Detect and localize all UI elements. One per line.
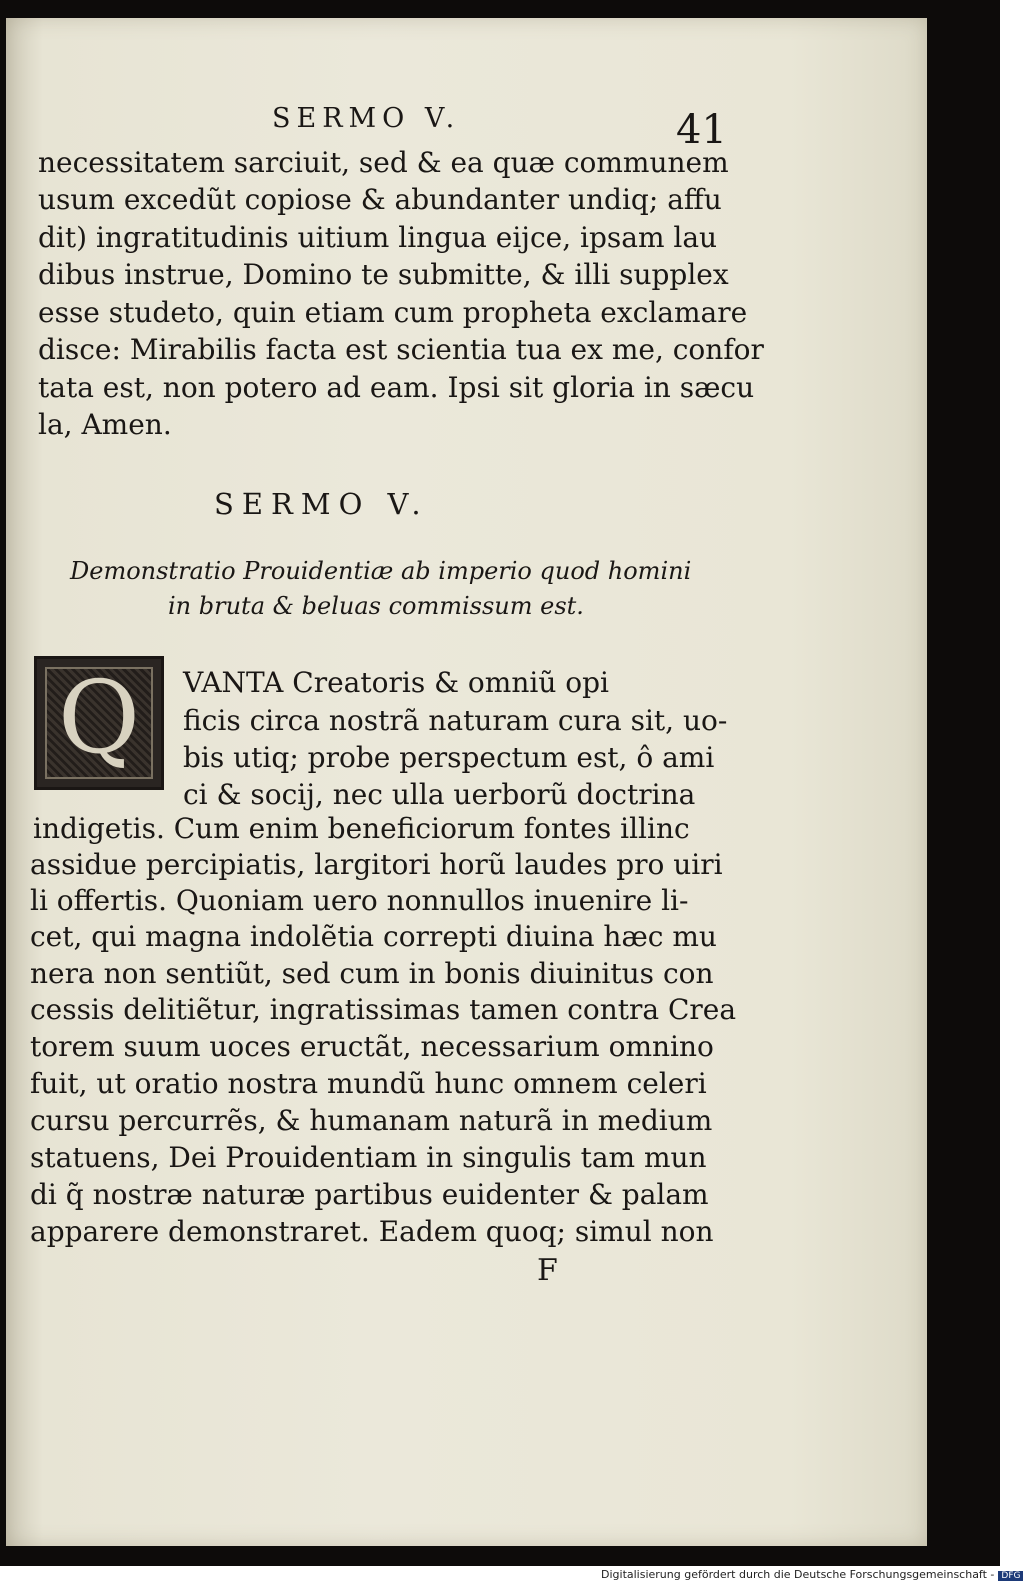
paragraph2-line-15: di q̃ nostræ naturæ partibus euidenter & palam xyxy=(30,1178,709,1211)
paragraph2-line-1: VANTA Creatoris & omniũ opi xyxy=(183,666,609,699)
paragraph2-line-5: indigetis. Cum enim beneficiorum fontes illinc xyxy=(33,812,690,845)
paragraph2-line-12: fuit, ut oratio nostra mundũ hunc omnem celeri xyxy=(30,1067,707,1100)
section-title: SERMO V. xyxy=(214,487,429,521)
paragraph1-line-5: esse studeto, quin etiam cum propheta exclamare xyxy=(38,296,748,329)
paragraph1-line-6: disce: Mirabilis facta est scientia tua ex me, confor xyxy=(38,333,764,366)
paragraph1-line-7: tata est, non potero ad eam. Ipsi sit gloria in sæcu xyxy=(38,371,755,404)
paragraph2-line-9: nera non sentiũt, sed cum in bonis diuinitus con xyxy=(30,957,714,990)
initial-letter: Q xyxy=(58,659,140,776)
paragraph2-line-7: li offertis. Quoniam uero nonnullos inuenire li- xyxy=(30,884,689,917)
paragraph1-line-1: necessitatem sarciuit, sed & ea quæ communem xyxy=(38,146,729,179)
paragraph2-line-14: statuens, Dei Prouidentiam in singulis tam mun xyxy=(30,1141,707,1174)
paragraph2-line-10: cessis delitiẽtur, ingratissimas tamen contra Crea xyxy=(30,993,737,1026)
paragraph1-line-3: dit) ingratitudinis uitium lingua eijce, ipsam lau xyxy=(38,221,718,254)
digitization-footer xyxy=(601,1568,1023,1584)
paragraph1-line-2: usum excedũt copiose & abundanter undiq; affu xyxy=(38,183,722,216)
footer-text: Digitalisierung gefördert durch die Deutsche Forschungsgemeinschaft - xyxy=(601,1568,995,1581)
paragraph2-line-13: cursu percurrẽs, & humanam naturã in medium xyxy=(30,1104,713,1137)
page-number: 41 xyxy=(676,107,727,153)
paragraph2-line-16: apparere demonstraret. Eadem quoq; simul non xyxy=(30,1215,714,1248)
paragraph2-line-6: assidue percipiatis, largitori horũ laudes pro uiri xyxy=(30,848,723,881)
paragraph1-line-4: dibus instrue, Domino te submitte, & illi supplex xyxy=(38,258,729,291)
catchword: F xyxy=(537,1253,558,1288)
subtitle-line-2: in bruta & beluas commissum est. xyxy=(168,592,584,620)
paragraph2-line-8: cet, qui magna indolẽtia correpti diuina hæc mu xyxy=(30,920,717,953)
decorated-initial xyxy=(34,656,164,790)
paragraph1-line-8: la, Amen. xyxy=(38,408,172,441)
subtitle-line-1: Demonstratio Prouidentiæ ab imperio quod homini xyxy=(70,557,692,585)
running-head: SERMO V. xyxy=(272,103,461,134)
paragraph2-line-4: ci & socij, nec ulla uerborũ doctrina xyxy=(183,778,696,811)
paragraph2-line-2: ficis circa nostrã naturam cura sit, uo- xyxy=(183,704,728,737)
paragraph2-line-11: torem suum uoces eructãt, necessarium omnino xyxy=(30,1030,714,1063)
paragraph2-line-3: bis utiq; probe perspectum est, ô ami xyxy=(183,741,715,774)
dfg-logo: DFG xyxy=(998,1571,1023,1581)
